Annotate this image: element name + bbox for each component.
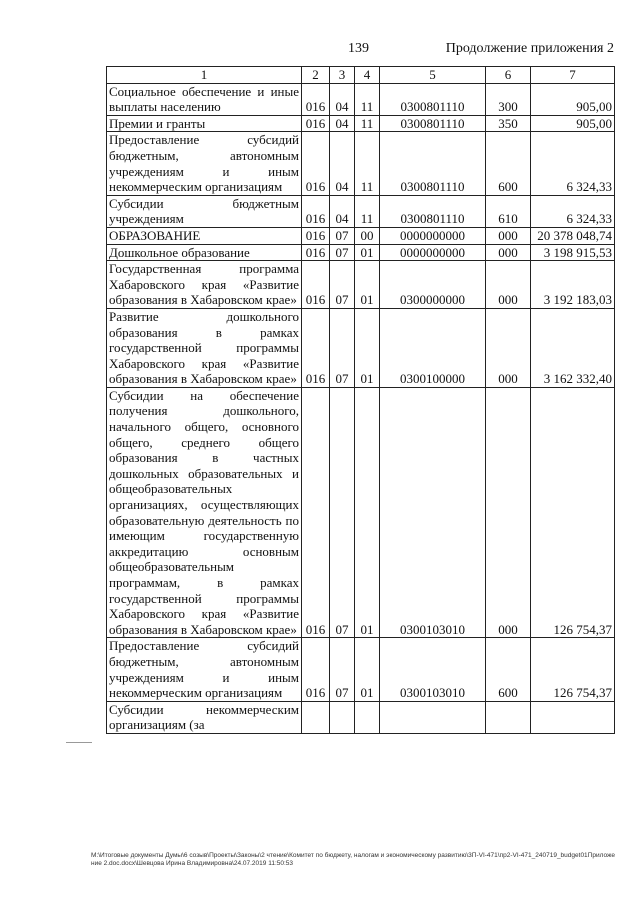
row-name: Субсидии на обеспечение получения дошкольного, начального общего, основного общего, среднего общего образования в частных дошкольных образовательных и общеобразовательных организациях, осуществляющих образовательную деятельность по имеющим государственную аккредитацию основным общеобразовательным программам, в рамках государственной программы Хабаровского края «Развитие образования в Хабаровском крае»: [107, 387, 302, 638]
subsection-code: 01: [355, 244, 380, 261]
expense-type: 600: [486, 132, 531, 195]
ministry-code: 016: [302, 195, 330, 227]
table-row: [107, 701, 615, 733]
expense-type: 300: [486, 83, 531, 115]
subsection-code: 11: [355, 83, 380, 115]
amount: 3 198 915,53: [531, 244, 615, 261]
subsection-code: 01: [355, 387, 380, 638]
amount: 126 754,37: [531, 638, 615, 701]
header-cell: 2: [302, 67, 330, 84]
row-name: Субсидии некоммерческим организациям (за: [107, 701, 302, 733]
row-name: Субсидии бюджетным учреждениям: [107, 195, 302, 227]
amount: [531, 701, 615, 733]
amount: 126 754,37: [531, 387, 615, 638]
amount: 6 324,33: [531, 195, 615, 227]
target-article: 0300100000: [380, 308, 486, 387]
amount: 3 162 332,40: [531, 308, 615, 387]
table-row: [107, 195, 615, 227]
subsection-code: 01: [355, 261, 380, 309]
table-row: [107, 227, 615, 244]
target-article: 0300103010: [380, 638, 486, 701]
header-cell: 6: [486, 67, 531, 84]
subsection-code: 01: [355, 308, 380, 387]
table-row: [107, 83, 615, 115]
row-name: Развитие дошкольного образования в рамках государственной программы Хабаровского края «Развитие образования в Хабаровском крае»: [107, 308, 302, 387]
expense-type: 610: [486, 195, 531, 227]
ministry-code: 016: [302, 132, 330, 195]
target-article: 0300801110: [380, 195, 486, 227]
section-code: 07: [330, 261, 355, 309]
subsection-code: 11: [355, 115, 380, 132]
section-code: 07: [330, 244, 355, 261]
amount: 905,00: [531, 83, 615, 115]
table-row: [107, 132, 615, 195]
table-row: [107, 308, 615, 387]
file-path-footer: M:\Итоговые документы Думы\6 созыв\Проекты\Законы\2 чтение\Комитет по бюджету, налогам и экономическому развитию\3П-VI-471\пр2-VI-471_240719_budget01Приложение 2.doc.docx\Шевцова Ирина Владимировна\24.07.2019 11:50:53: [91, 852, 615, 867]
row-name: Предоставление субсидий бюджетным, автономным учреждениям и иным некоммерческим организациям: [107, 132, 302, 195]
expense-type: 000: [486, 308, 531, 387]
row-name: Социальное обеспечение и иные выплаты населению: [107, 83, 302, 115]
subsection-code: 01: [355, 638, 380, 701]
target-article: 0300801110: [380, 132, 486, 195]
amount: 20 378 048,74: [531, 227, 615, 244]
ministry-code: 016: [302, 308, 330, 387]
margin-mark: [66, 742, 92, 743]
section-code: 07: [330, 638, 355, 701]
target-article: 0300000000: [380, 261, 486, 309]
section-code: 04: [330, 115, 355, 132]
ministry-code: 016: [302, 227, 330, 244]
header-cell: 7: [531, 67, 615, 84]
expense-type: [486, 701, 531, 733]
ministry-code: 016: [302, 638, 330, 701]
header-cell: 3: [330, 67, 355, 84]
target-article: [380, 701, 486, 733]
target-article: 0000000000: [380, 227, 486, 244]
ministry-code: 016: [302, 261, 330, 309]
table-row: [107, 638, 615, 701]
ministry-code: 016: [302, 83, 330, 115]
amount: 3 192 183,03: [531, 261, 615, 309]
budget-table: [106, 66, 615, 734]
row-name: Государственная программа Хабаровского края «Развитие образования в Хабаровском крае»: [107, 261, 302, 309]
subsection-code: 11: [355, 195, 380, 227]
section-code: 07: [330, 387, 355, 638]
section-code: 04: [330, 132, 355, 195]
table-row: [107, 387, 615, 638]
amount: 905,00: [531, 115, 615, 132]
table-row: [107, 115, 615, 132]
target-article: 0300103010: [380, 387, 486, 638]
target-article: 0300801110: [380, 83, 486, 115]
expense-type: 350: [486, 115, 531, 132]
ministry-code: 016: [302, 115, 330, 132]
section-code: 07: [330, 308, 355, 387]
row-name: Дошкольное образование: [107, 244, 302, 261]
row-name: Премии и гранты: [107, 115, 302, 132]
row-name: ОБРАЗОВАНИЕ: [107, 227, 302, 244]
ministry-code: 016: [302, 244, 330, 261]
section-code: [330, 701, 355, 733]
subsection-code: 11: [355, 132, 380, 195]
target-article: 0300801110: [380, 115, 486, 132]
page-number: 139: [348, 41, 369, 56]
expense-type: 000: [486, 261, 531, 309]
ministry-code: [302, 701, 330, 733]
subsection-code: [355, 701, 380, 733]
header-row: [107, 67, 615, 84]
amount: 6 324,33: [531, 132, 615, 195]
header-cell: 5: [380, 67, 486, 84]
expense-type: 000: [486, 387, 531, 638]
table-row: [107, 244, 615, 261]
expense-type: 000: [486, 227, 531, 244]
section-code: 04: [330, 195, 355, 227]
row-name: Предоставление субсидий бюджетным, автономным учреждениям и иным некоммерческим организациям: [107, 638, 302, 701]
continuation-title: Продолжение приложения 2: [445, 41, 614, 56]
expense-type: 000: [486, 244, 531, 261]
table-row: [107, 261, 615, 309]
section-code: 04: [330, 83, 355, 115]
header-cell: 1: [107, 67, 302, 84]
section-code: 07: [330, 227, 355, 244]
expense-type: 600: [486, 638, 531, 701]
header-cell: 4: [355, 67, 380, 84]
subsection-code: 00: [355, 227, 380, 244]
ministry-code: 016: [302, 387, 330, 638]
target-article: 0000000000: [380, 244, 486, 261]
